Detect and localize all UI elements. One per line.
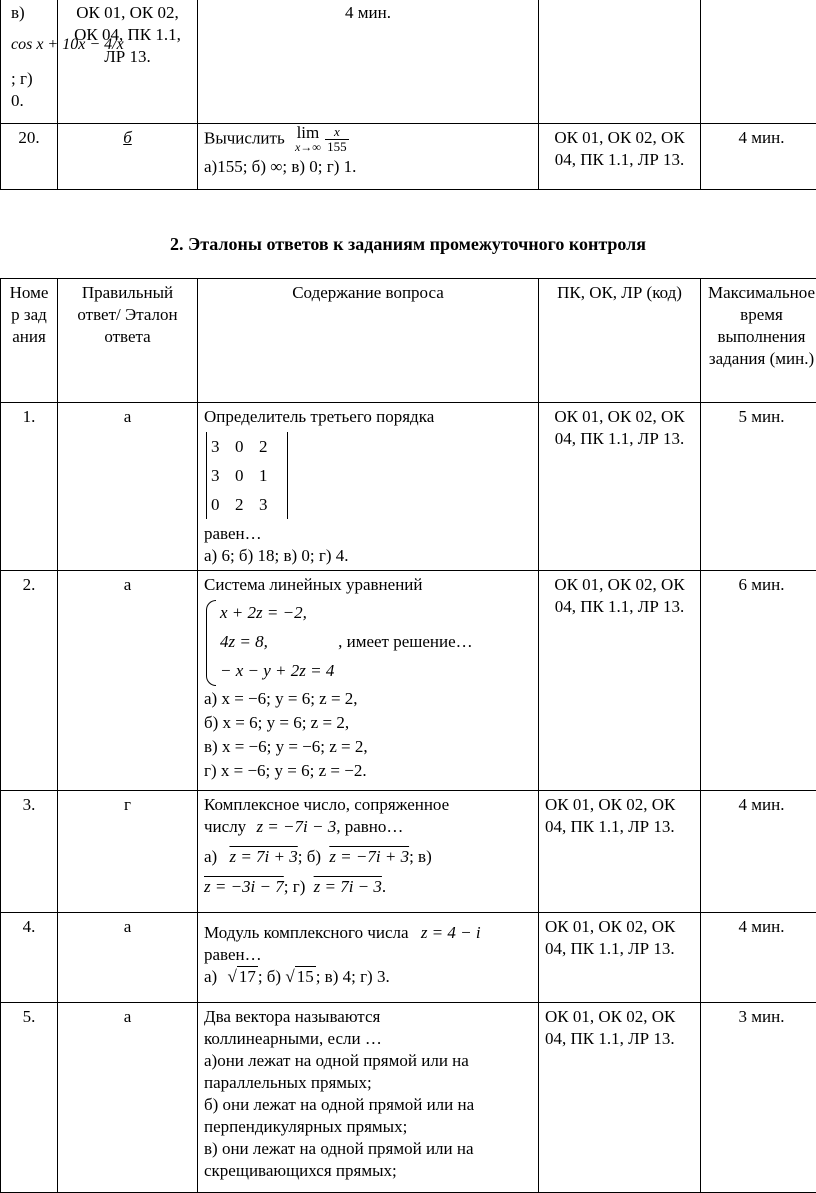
time-cell: 3 мин.: [701, 1003, 816, 1193]
top-table: [0, 0, 816, 190]
option-a: z = 7i + 3: [229, 847, 297, 866]
lim-word: lim: [295, 126, 321, 140]
code-cell: ОК 01, ОК 02, ОК 04, ПК 1.1, ЛР 13.: [539, 1003, 701, 1193]
question-text: , равно…: [336, 817, 403, 836]
formula-tail: ; г): [11, 68, 51, 90]
question-after: , имеет решение…: [338, 632, 473, 651]
equation-system: [206, 598, 532, 685]
formula-text: cos x + 10x − 4/x: [11, 36, 124, 53]
header-time: Максимальное время выполнения задания (мин.): [701, 279, 816, 403]
fraction-denominator: 155: [325, 140, 349, 154]
empty-cell: [539, 0, 701, 124]
question-text: числу: [204, 817, 246, 836]
det-cell: 3: [211, 461, 235, 490]
table-row: [1, 1003, 816, 1193]
det-cell: 0: [235, 432, 259, 461]
det-cell: 3: [259, 490, 283, 519]
code-cell: ОК 01, ОК 02, ОК 04, ПК 1.1, ЛР 13.: [539, 403, 701, 571]
code-text: ОК 01, ОК 02, ОК 04, ПК 1.1, ЛР 13.: [64, 2, 191, 68]
det-cell: 3: [211, 432, 235, 461]
question-intro: Определитель третьего порядка: [204, 406, 532, 428]
question-line: а)они лежат на одной прямой или на: [204, 1050, 532, 1072]
question-content: [198, 403, 539, 571]
empty-cell: [701, 0, 816, 124]
equation-2-text: 4z = 8,: [220, 632, 268, 651]
question-line: Два вектора называются: [204, 1006, 532, 1028]
det-row: [211, 432, 283, 461]
question-line: б) они лежат на одной прямой или на: [204, 1094, 532, 1116]
det-cell: 2: [235, 490, 259, 519]
formula: [11, 34, 51, 56]
option-label: а): [204, 847, 217, 866]
det-cell: 0: [211, 490, 235, 519]
option-c: в) x = −6; y = −6; z = 2,: [204, 735, 532, 759]
question-line: в) они лежат на одной прямой или на: [204, 1138, 532, 1160]
table-row: [1, 403, 816, 571]
determinant: [206, 432, 288, 519]
correct-answer: а: [58, 913, 198, 1003]
time-cell: 4 мин.: [701, 791, 816, 913]
options-line-2: [204, 876, 532, 898]
lim-sub: x→∞: [295, 140, 321, 154]
header-code: ПК, ОК, ЛР (код): [539, 279, 701, 403]
sqrt-icon: √: [227, 967, 236, 986]
question-line-2: [204, 816, 532, 838]
answers-table: [0, 278, 816, 1193]
question-number: 5.: [1, 1003, 58, 1193]
det-row: [211, 490, 283, 519]
question-line: коллинеарными, если …: [204, 1028, 532, 1050]
question-content: [198, 791, 539, 913]
brace-icon: [206, 600, 216, 686]
question-line: [204, 125, 532, 154]
question-line-2: равен…: [204, 944, 532, 966]
option-b: z = −7i + 3: [329, 847, 409, 866]
code-cell: [58, 0, 198, 124]
answer-options: а)155; б) ∞; в) 0; г) 1.: [204, 156, 532, 178]
question-number: 2.: [1, 571, 58, 791]
time-cell: 4 мин.: [701, 124, 816, 190]
time-cell: 4 мин.: [701, 913, 816, 1003]
det-cell: 0: [235, 461, 259, 490]
question-line-1: Комплексное число, сопряженное: [204, 794, 532, 816]
equation-2: [220, 627, 532, 656]
question-line: параллельных прямых;: [204, 1072, 532, 1094]
option-a: 17: [237, 966, 258, 986]
table-row: [1, 791, 816, 913]
option-end: .: [382, 877, 386, 896]
correct-answer: а: [58, 403, 198, 571]
option-label: а): [204, 967, 217, 986]
correct-answer: а: [58, 1003, 198, 1193]
complex-number: z = −7i − 3: [256, 817, 336, 836]
header-num: Номер задания: [1, 279, 58, 403]
question-number: 3.: [1, 791, 58, 913]
question-line: перпендикулярных прямых;: [204, 1116, 532, 1138]
correct-answer: а: [58, 571, 198, 791]
header-content: Содержание вопроса: [198, 279, 539, 403]
option-label: ; в): [409, 847, 432, 866]
code-cell: ОК 01, ОК 02, ОК 04, ПК 1.1, ЛР 13.: [539, 124, 701, 190]
correct-answer: г: [58, 791, 198, 913]
complex-number: z = 4 − i: [421, 923, 481, 942]
header-answer: Правильный ответ/ Эталон ответа: [58, 279, 198, 403]
option-rest: ; в) 4; г) 3.: [316, 967, 390, 986]
question-intro: Система линейных уравнений: [204, 574, 532, 596]
time-text: 4 мин.: [204, 2, 532, 24]
option-b: 15: [295, 966, 316, 986]
options-line: [204, 966, 532, 988]
answer-text: б: [123, 128, 132, 147]
table-row: [1, 0, 816, 124]
time-cell: 5 мин.: [701, 403, 816, 571]
det-cell: 2: [259, 432, 283, 461]
question-number: 20.: [1, 124, 58, 190]
formula-tail-2: 0.: [11, 90, 51, 112]
time-cell: 6 мин.: [701, 571, 816, 791]
option-label: ; г): [284, 877, 306, 896]
equation-1: x + 2z = −2,: [220, 598, 532, 627]
question-content: [198, 571, 539, 791]
limit-expression: [295, 126, 321, 154]
formula-cell: [1, 0, 58, 124]
question-text: Модуль комплексного числа: [204, 923, 409, 942]
question-number: 1.: [1, 403, 58, 571]
answer-options: а) 6; б) 18; в) 0; г) 4.: [204, 545, 532, 567]
section-title: 2. Эталоны ответов к заданиям промежуточного контроля: [0, 232, 816, 256]
correct-answer: [58, 124, 198, 190]
equation-3: − x − y + 2z = 4: [220, 656, 532, 685]
fraction-numerator: x: [325, 125, 349, 140]
option-label: в): [11, 2, 51, 24]
question-content: [198, 913, 539, 1003]
table-row: [1, 913, 816, 1003]
option-b: б) x = 6; y = 6; z = 2,: [204, 711, 532, 735]
question-line: скрещивающихся прямых;: [204, 1160, 532, 1182]
question-content: [198, 1003, 539, 1193]
question-line-1: [204, 922, 532, 944]
limit-fraction: [325, 125, 349, 154]
det-row: [211, 461, 283, 490]
option-label: ; б): [258, 967, 281, 986]
sqrt-icon: √: [285, 967, 294, 986]
time-cell: [198, 0, 539, 124]
code-cell: ОК 01, ОК 02, ОК 04, ПК 1.1, ЛР 13.: [539, 913, 701, 1003]
code-cell: ОК 01, ОК 02, ОК 04, ПК 1.1, ЛР 13.: [539, 571, 701, 791]
option-a: а) x = −6; y = 6; z = 2,: [204, 687, 532, 711]
option-d: г) x = −6; y = 6; z = −2.: [204, 759, 532, 783]
table-header-row: [1, 279, 816, 403]
question-after: равен…: [204, 523, 532, 545]
option-label: ; б): [298, 847, 321, 866]
table-row: [1, 124, 816, 190]
det-cell: 1: [259, 461, 283, 490]
question-number: 4.: [1, 913, 58, 1003]
code-cell: ОК 01, ОК 02, ОК 04, ПК 1.1, ЛР 13.: [539, 791, 701, 913]
question-prefix: Вычислить: [204, 128, 285, 147]
option-c: z = −3i − 7: [204, 877, 284, 896]
options-line-1: [204, 846, 532, 868]
option-d: z = 7i − 3: [314, 877, 382, 896]
table-row: [1, 571, 816, 791]
question-content: [198, 124, 539, 190]
